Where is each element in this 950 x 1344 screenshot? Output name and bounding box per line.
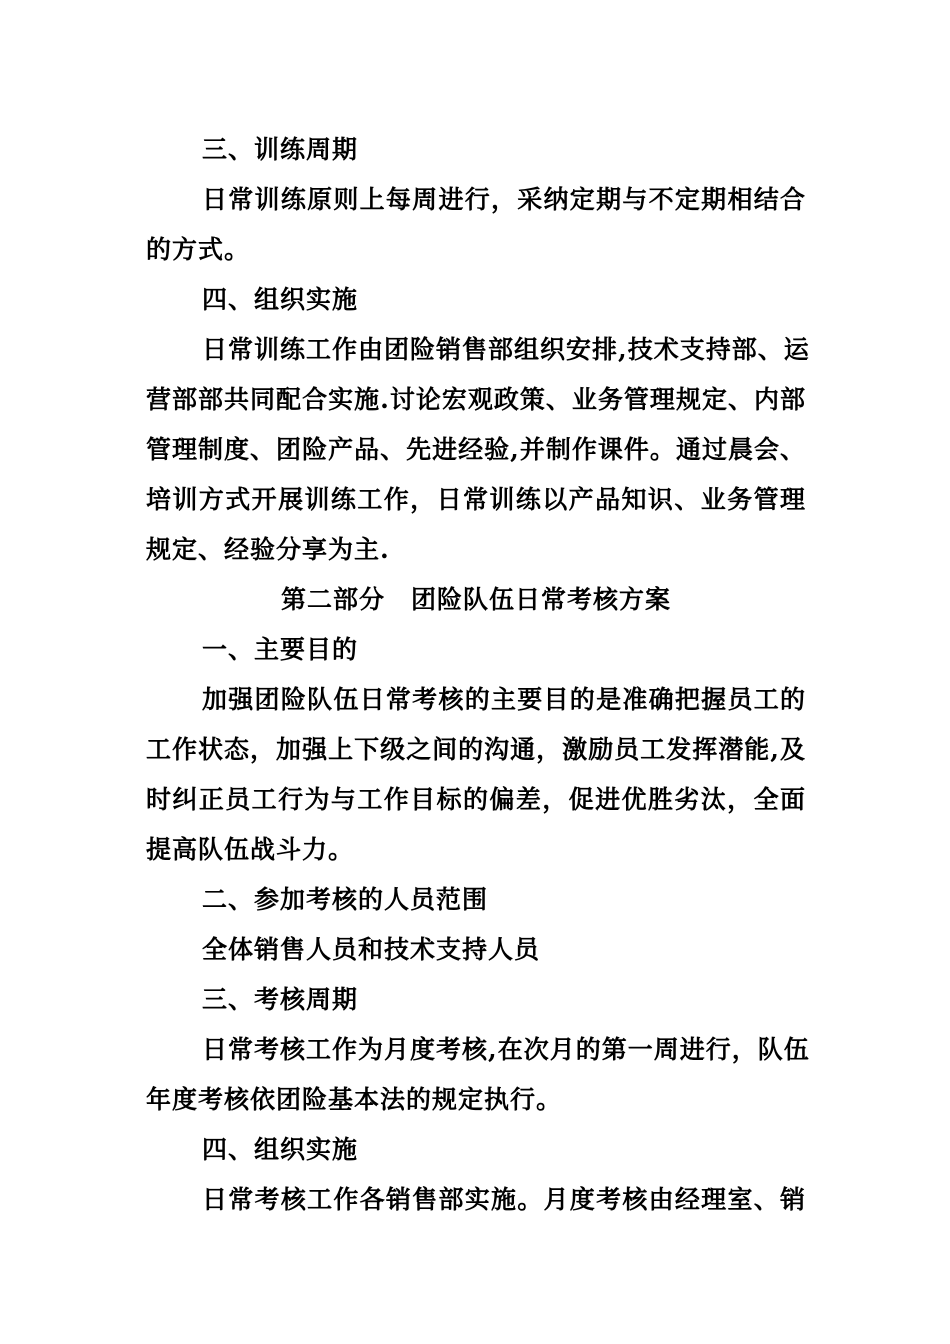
paragraph-line: 日常考核工作各销售部实施。月度考核由经理室、销	[202, 1185, 806, 1214]
paragraph-line: 管理制度、团险产品、先进经验,并制作课件。通过晨会、	[146, 435, 806, 464]
heading-training-cycle: 三、训练周期	[202, 135, 359, 164]
heading-assessment-cycle: 三、考核周期	[202, 985, 359, 1014]
paragraph-line: 年度考核依团险基本法的规定执行。	[146, 1085, 563, 1114]
paragraph-line: 日常训练工作由团险销售部组织安排,技术支持部、运	[202, 335, 810, 364]
paragraph-line: 日常考核工作为月度考核,在次月的第一周进行，队伍	[202, 1035, 810, 1064]
heading-personnel-scope: 二、参加考核的人员范围	[202, 885, 489, 914]
heading-organization: 四、组织实施	[202, 285, 359, 314]
paragraph-line: 营部部共同配合实施.讨论宏观政策、业务管理规定、内部	[146, 385, 806, 414]
paragraph-line: 全体销售人员和技术支持人员	[202, 935, 541, 964]
document-page	[146, 125, 810, 1225]
paragraph-line: 培训方式开展训练工作，日常训练以产品知识、业务管理	[146, 485, 806, 514]
paragraph-line: 提高队伍战斗力。	[146, 835, 355, 864]
paragraph-line: 加强团险队伍日常考核的主要目的是准确把握员工的	[202, 685, 806, 714]
section-title: 第二部分 团险队伍日常考核方案	[280, 585, 671, 614]
paragraph-line: 日常训练原则上每周进行，采纳定期与不定期相结合	[202, 185, 806, 214]
paragraph-line: 的方式。	[146, 235, 251, 264]
heading-organization-2: 四、组织实施	[202, 1135, 359, 1164]
paragraph-line: 时纠正员工行为与工作目标的偏差，促进优胜劣汰，全面	[146, 785, 806, 814]
paragraph-line: 工作状态，加强上下级之间的沟通，激励员工发挥潜能,及	[146, 735, 806, 764]
heading-main-purpose: 一、主要目的	[202, 635, 359, 664]
paragraph-line: 规定、经验分享为主.	[146, 535, 390, 564]
